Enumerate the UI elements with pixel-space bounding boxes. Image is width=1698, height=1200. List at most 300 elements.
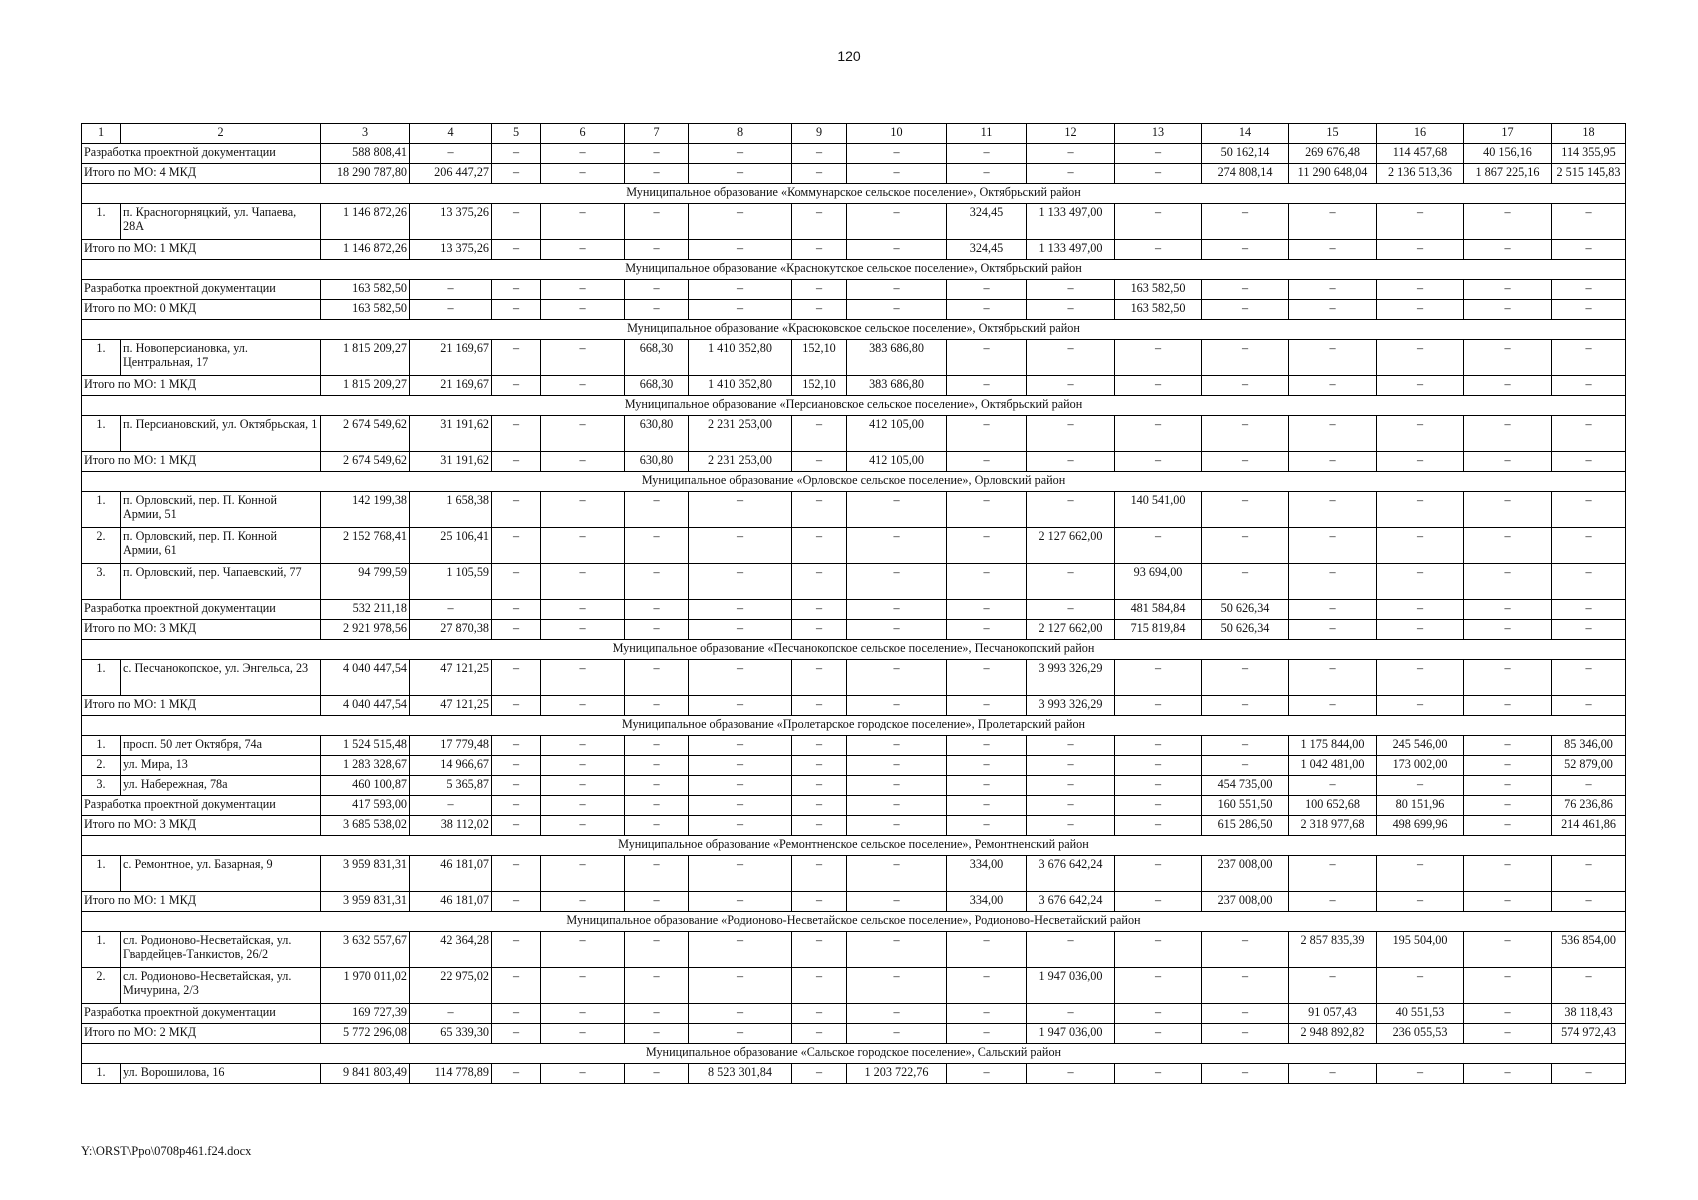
table-cell: 114 778,89 <box>410 1064 492 1084</box>
table-cell: 334,00 <box>947 892 1027 912</box>
table-cell: 152,10 <box>792 340 847 376</box>
table-row <box>82 856 1626 892</box>
table-cell: 334,00 <box>947 856 1027 892</box>
table-cell: 40 156,16 <box>1464 144 1552 164</box>
row-address: сл. Родионово-Несветайская, ул. Мичурина, 2/3 <box>121 968 321 1004</box>
table-cell: – <box>1464 300 1552 320</box>
row-label: Итого по МО: 1 МКД <box>82 452 321 472</box>
table-cell: 2 674 549,62 <box>321 452 410 472</box>
table-cell: – <box>947 796 1027 816</box>
table-cell: 630,80 <box>625 452 689 472</box>
row-label: Разработка проектной документации <box>82 144 321 164</box>
table-cell: – <box>689 968 792 1004</box>
table-cell: – <box>541 968 625 1004</box>
table-cell: – <box>792 796 847 816</box>
table-cell: – <box>847 564 947 600</box>
table-cell: – <box>947 416 1027 452</box>
table-cell: – <box>1552 280 1626 300</box>
table-cell: – <box>541 492 625 528</box>
table-cell: 1 658,38 <box>410 492 492 528</box>
table-cell: 163 582,50 <box>1115 280 1202 300</box>
table-cell: – <box>1289 856 1377 892</box>
table-cell: – <box>689 796 792 816</box>
table-cell: – <box>625 696 689 716</box>
table-cell: – <box>792 756 847 776</box>
table-cell: – <box>625 1064 689 1084</box>
table-cell: 3 676 642,24 <box>1027 892 1115 912</box>
row-label: Итого по МО: 4 МКД <box>82 164 321 184</box>
table-cell: 91 057,43 <box>1289 1004 1377 1024</box>
table-cell: – <box>492 796 541 816</box>
table-cell: – <box>947 816 1027 836</box>
table-cell: – <box>947 564 1027 600</box>
table-cell: – <box>1464 564 1552 600</box>
table-cell: – <box>625 736 689 756</box>
table-cell: – <box>847 492 947 528</box>
table-cell: – <box>1377 280 1464 300</box>
row-label: Разработка проектной документации <box>82 1004 321 1024</box>
table-cell: – <box>625 796 689 816</box>
table-cell: – <box>1552 620 1626 640</box>
column-number-header: 13 <box>1115 124 1202 144</box>
table-cell: – <box>1202 280 1289 300</box>
table-cell: 160 551,50 <box>1202 796 1289 816</box>
table-cell: – <box>625 1004 689 1024</box>
table-cell: – <box>541 340 625 376</box>
row-label: Разработка проектной документации <box>82 280 321 300</box>
table-cell: 324,45 <box>947 204 1027 240</box>
table-cell: – <box>847 968 947 1004</box>
table-cell: – <box>625 144 689 164</box>
column-number-header: 8 <box>689 124 792 144</box>
row-label: Разработка проектной документации <box>82 796 321 816</box>
table-cell: 140 541,00 <box>1115 492 1202 528</box>
table-cell: – <box>1377 1064 1464 1084</box>
table-cell: – <box>541 856 625 892</box>
table-cell: – <box>1115 892 1202 912</box>
table-cell: 21 169,67 <box>410 340 492 376</box>
table-cell: – <box>947 452 1027 472</box>
column-number-header: 5 <box>492 124 541 144</box>
row-number: 1. <box>82 204 121 240</box>
table-cell: – <box>1115 528 1202 564</box>
table-cell: – <box>625 856 689 892</box>
table-cell: – <box>1115 204 1202 240</box>
table-cell: – <box>847 756 947 776</box>
table-cell: 206 447,27 <box>410 164 492 184</box>
table-cell: – <box>541 816 625 836</box>
table-cell: – <box>689 756 792 776</box>
table-cell: – <box>847 620 947 640</box>
table-cell: – <box>1552 660 1626 696</box>
summary-row <box>82 892 1626 912</box>
table-cell: – <box>947 736 1027 756</box>
table-cell: – <box>1202 416 1289 452</box>
table-cell: – <box>492 776 541 796</box>
section-title: Муниципальное образование «Сальское городское поселение», Сальский район <box>82 1044 1626 1064</box>
table-cell: 383 686,80 <box>847 376 947 396</box>
table-cell: 9 841 803,49 <box>321 1064 410 1084</box>
table-cell: – <box>1027 756 1115 776</box>
table-cell: – <box>689 892 792 912</box>
table-cell: – <box>625 600 689 620</box>
table-cell: – <box>1464 280 1552 300</box>
table-cell: 1 146 872,26 <box>321 204 410 240</box>
section-header-row <box>82 640 1626 660</box>
section-header-row <box>82 912 1626 932</box>
table-cell: 114 355,95 <box>1552 144 1626 164</box>
table-cell: – <box>1289 660 1377 696</box>
table-cell: – <box>1115 452 1202 472</box>
table-cell: – <box>541 600 625 620</box>
table-cell: – <box>1464 492 1552 528</box>
table-cell: – <box>1289 1064 1377 1084</box>
column-number-header: 9 <box>792 124 847 144</box>
table-cell: 38 112,02 <box>410 816 492 836</box>
table-cell: – <box>947 776 1027 796</box>
table-cell: – <box>492 600 541 620</box>
table-cell: – <box>1377 452 1464 472</box>
table-cell: – <box>847 300 947 320</box>
table-cell: 715 819,84 <box>1115 620 1202 640</box>
table-cell: – <box>947 696 1027 716</box>
table-cell: – <box>947 968 1027 1004</box>
table-cell: 245 546,00 <box>1377 736 1464 756</box>
table-cell: – <box>792 204 847 240</box>
page-number: 120 <box>837 48 861 64</box>
table-cell: – <box>625 776 689 796</box>
table-cell: – <box>689 528 792 564</box>
table-cell: 21 169,67 <box>410 376 492 396</box>
table-cell: – <box>1202 376 1289 396</box>
table-cell: – <box>1552 340 1626 376</box>
table-cell: – <box>1202 932 1289 968</box>
summary-row <box>82 796 1626 816</box>
section-title: Муниципальное образование «Краснокутское сельское поселение», Октябрьский район <box>82 260 1626 280</box>
table-cell: – <box>1202 1024 1289 1044</box>
table-cell: – <box>792 300 847 320</box>
table-cell: 1 947 036,00 <box>1027 1024 1115 1044</box>
table-cell: – <box>1289 416 1377 452</box>
table-cell: – <box>792 1024 847 1044</box>
table-cell: – <box>792 816 847 836</box>
table-cell: 11 290 648,04 <box>1289 164 1377 184</box>
table-cell: – <box>1377 300 1464 320</box>
table-cell: – <box>1115 164 1202 184</box>
table-cell: – <box>541 892 625 912</box>
table-cell: – <box>492 528 541 564</box>
table-cell: – <box>1202 1064 1289 1084</box>
table-cell: – <box>847 856 947 892</box>
table-cell: – <box>541 144 625 164</box>
table-cell: – <box>1552 600 1626 620</box>
table-cell: 17 779,48 <box>410 736 492 756</box>
table-cell: – <box>1289 600 1377 620</box>
table-cell: – <box>847 600 947 620</box>
table-cell: – <box>625 564 689 600</box>
section-header-row <box>82 184 1626 204</box>
table-cell: 80 151,96 <box>1377 796 1464 816</box>
table-cell: – <box>1464 892 1552 912</box>
table-cell: – <box>492 696 541 716</box>
table-row <box>82 932 1626 968</box>
table-row <box>82 736 1626 756</box>
table-cell: – <box>410 144 492 164</box>
table-cell: – <box>492 204 541 240</box>
table-cell: 2 127 662,00 <box>1027 528 1115 564</box>
row-label: Итого по МО: 2 МКД <box>82 1024 321 1044</box>
row-number: 1. <box>82 856 121 892</box>
table-cell: 1 146 872,26 <box>321 240 410 260</box>
summary-row <box>82 280 1626 300</box>
table-cell: 195 504,00 <box>1377 932 1464 968</box>
table-cell: 169 727,39 <box>321 1004 410 1024</box>
table-cell: – <box>1377 492 1464 528</box>
table-cell: – <box>625 528 689 564</box>
table-cell: – <box>689 564 792 600</box>
table-cell: 3 993 326,29 <box>1027 696 1115 716</box>
table-cell: 152,10 <box>792 376 847 396</box>
table-cell: – <box>1552 204 1626 240</box>
table-cell: 269 676,48 <box>1289 144 1377 164</box>
table-cell: – <box>541 1064 625 1084</box>
table-cell: 615 286,50 <box>1202 816 1289 836</box>
table-cell: – <box>492 892 541 912</box>
table-cell: – <box>1464 452 1552 472</box>
section-title: Муниципальное образование «Пролетарское городское поселение», Пролетарский район <box>82 716 1626 736</box>
table-cell: – <box>1552 376 1626 396</box>
summary-row <box>82 1004 1626 1024</box>
table-cell: – <box>492 280 541 300</box>
table-cell: – <box>947 1004 1027 1024</box>
table-cell: – <box>1464 756 1552 776</box>
table-cell: – <box>847 796 947 816</box>
table-cell: – <box>1027 164 1115 184</box>
row-address: п. Персиановский, ул. Октябрьская, 1 <box>121 416 321 452</box>
table-cell: 2 948 892,82 <box>1289 1024 1377 1044</box>
column-number-header: 11 <box>947 124 1027 144</box>
table-cell: 1 815 209,27 <box>321 376 410 396</box>
table-row <box>82 776 1626 796</box>
table-cell: – <box>1464 1024 1552 1044</box>
column-number-header: 7 <box>625 124 689 144</box>
table-cell: 237 008,00 <box>1202 892 1289 912</box>
table-cell: – <box>847 280 947 300</box>
table-cell: – <box>492 240 541 260</box>
table-cell: – <box>1552 492 1626 528</box>
column-number-header: 17 <box>1464 124 1552 144</box>
table-cell: – <box>492 620 541 640</box>
table-cell: – <box>1289 300 1377 320</box>
section-header-row <box>82 716 1626 736</box>
table-cell: – <box>492 564 541 600</box>
table-cell: – <box>792 564 847 600</box>
table-cell: – <box>792 528 847 564</box>
table-cell: – <box>541 564 625 600</box>
table-cell: – <box>947 492 1027 528</box>
table-cell: – <box>1552 452 1626 472</box>
table-cell: – <box>492 144 541 164</box>
table-cell: – <box>947 932 1027 968</box>
table-cell: – <box>947 340 1027 376</box>
section-header-row <box>82 836 1626 856</box>
column-number-header: 3 <box>321 124 410 144</box>
table-cell: 2 674 549,62 <box>321 416 410 452</box>
table-cell: 460 100,87 <box>321 776 410 796</box>
table-cell: 668,30 <box>625 340 689 376</box>
table-cell: – <box>541 452 625 472</box>
column-number-header: 10 <box>847 124 947 144</box>
summary-row <box>82 240 1626 260</box>
section-title: Муниципальное образование «Орловское сельское поселение», Орловский район <box>82 472 1626 492</box>
table-cell: 1 410 352,80 <box>689 376 792 396</box>
table-cell: 1 283 328,67 <box>321 756 410 776</box>
table-cell: – <box>689 240 792 260</box>
table-row <box>82 968 1626 1004</box>
table-cell: – <box>1027 932 1115 968</box>
table-cell: – <box>1377 376 1464 396</box>
table-cell: 50 162,14 <box>1202 144 1289 164</box>
table-cell: – <box>689 620 792 640</box>
table-cell: – <box>792 416 847 452</box>
table-cell: 588 808,41 <box>321 144 410 164</box>
table-cell: 94 799,59 <box>321 564 410 600</box>
table-cell: – <box>947 164 1027 184</box>
table-cell: – <box>541 1004 625 1024</box>
table-cell: – <box>1202 528 1289 564</box>
table-cell: – <box>1115 736 1202 756</box>
table-cell: – <box>1377 620 1464 640</box>
table-cell: 76 236,86 <box>1552 796 1626 816</box>
table-cell: 47 121,25 <box>410 660 492 696</box>
table-cell: 237 008,00 <box>1202 856 1289 892</box>
table-cell: – <box>847 1024 947 1044</box>
row-address: с. Ремонтное, ул. Базарная, 9 <box>121 856 321 892</box>
table-cell: 2 921 978,56 <box>321 620 410 640</box>
summary-row <box>82 1024 1626 1044</box>
table-cell: 27 870,38 <box>410 620 492 640</box>
table-cell: 100 652,68 <box>1289 796 1377 816</box>
table-cell: – <box>792 696 847 716</box>
table-cell: – <box>1027 280 1115 300</box>
table-cell: – <box>689 300 792 320</box>
table-cell: 532 211,18 <box>321 600 410 620</box>
table-cell: – <box>1289 376 1377 396</box>
table-cell: – <box>1552 528 1626 564</box>
table-cell: 1 105,59 <box>410 564 492 600</box>
table-cell: – <box>1115 376 1202 396</box>
table-cell: – <box>689 164 792 184</box>
table-cell: – <box>1202 756 1289 776</box>
table-cell: 5 772 296,08 <box>321 1024 410 1044</box>
section-header-row <box>82 396 1626 416</box>
table-cell: – <box>541 416 625 452</box>
table-cell: – <box>792 1004 847 1024</box>
table-cell: – <box>689 932 792 968</box>
table-cell: – <box>947 1064 1027 1084</box>
table-cell: – <box>689 776 792 796</box>
table-cell: – <box>1289 968 1377 1004</box>
table-cell: 38 118,43 <box>1552 1004 1626 1024</box>
table-cell: – <box>1115 932 1202 968</box>
table-cell: – <box>1115 756 1202 776</box>
table-cell: – <box>689 144 792 164</box>
table-row <box>82 528 1626 564</box>
table-cell: – <box>492 376 541 396</box>
table-cell: – <box>492 932 541 968</box>
table-cell: – <box>847 204 947 240</box>
table-cell: 1 042 481,00 <box>1289 756 1377 776</box>
row-address: ул. Ворошилова, 16 <box>121 1064 321 1084</box>
table-cell: 668,30 <box>625 376 689 396</box>
table-cell: – <box>1464 816 1552 836</box>
summary-row <box>82 600 1626 620</box>
section-header-row <box>82 320 1626 340</box>
table-cell: – <box>541 204 625 240</box>
table-cell: – <box>847 164 947 184</box>
table-cell: – <box>1464 528 1552 564</box>
table-cell: 324,45 <box>947 240 1027 260</box>
table-cell: – <box>1202 696 1289 716</box>
row-address: ул. Мира, 13 <box>121 756 321 776</box>
table-cell: 4 040 447,54 <box>321 660 410 696</box>
table-cell: 47 121,25 <box>410 696 492 716</box>
table-cell: – <box>1202 452 1289 472</box>
column-number-header: 18 <box>1552 124 1626 144</box>
table-cell: – <box>1289 696 1377 716</box>
table-cell: – <box>689 600 792 620</box>
table-cell: – <box>847 816 947 836</box>
table-cell: – <box>1289 564 1377 600</box>
table-cell: – <box>1464 620 1552 640</box>
table-cell: – <box>492 164 541 184</box>
table-cell: – <box>847 240 947 260</box>
table-cell: – <box>847 776 947 796</box>
table-cell: – <box>1289 492 1377 528</box>
row-address: просп. 50 лет Октября, 74а <box>121 736 321 756</box>
section-header-row <box>82 472 1626 492</box>
table-cell: – <box>1552 1064 1626 1084</box>
section-title: Муниципальное образование «Персиановское сельское поселение», Октябрьский район <box>82 396 1626 416</box>
table-cell: – <box>1115 1004 1202 1024</box>
table-cell: – <box>1552 696 1626 716</box>
table-cell: – <box>1552 240 1626 260</box>
table-cell: – <box>1464 204 1552 240</box>
summary-row <box>82 816 1626 836</box>
column-number-header: 6 <box>541 124 625 144</box>
table-cell: – <box>625 204 689 240</box>
table-cell: – <box>625 932 689 968</box>
row-label: Итого по МО: 1 МКД <box>82 892 321 912</box>
table-cell: 1 867 225,16 <box>1464 164 1552 184</box>
table-cell: 630,80 <box>625 416 689 452</box>
table-cell: – <box>1027 144 1115 164</box>
table-cell: – <box>1202 1004 1289 1024</box>
table-cell: – <box>689 816 792 836</box>
table-cell: – <box>847 528 947 564</box>
table-cell: – <box>492 300 541 320</box>
table-cell: – <box>625 660 689 696</box>
table-cell: – <box>1552 300 1626 320</box>
table-cell: 163 582,50 <box>321 300 410 320</box>
table-cell: – <box>1027 1004 1115 1024</box>
table-cell: – <box>1027 452 1115 472</box>
table-cell: 454 735,00 <box>1202 776 1289 796</box>
table-cell: – <box>792 280 847 300</box>
table-cell: 2 152 768,41 <box>321 528 410 564</box>
table-cell: 31 191,62 <box>410 416 492 452</box>
section-title: Муниципальное образование «Ремонтненское сельское поселение», Ремонтненский район <box>82 836 1626 856</box>
